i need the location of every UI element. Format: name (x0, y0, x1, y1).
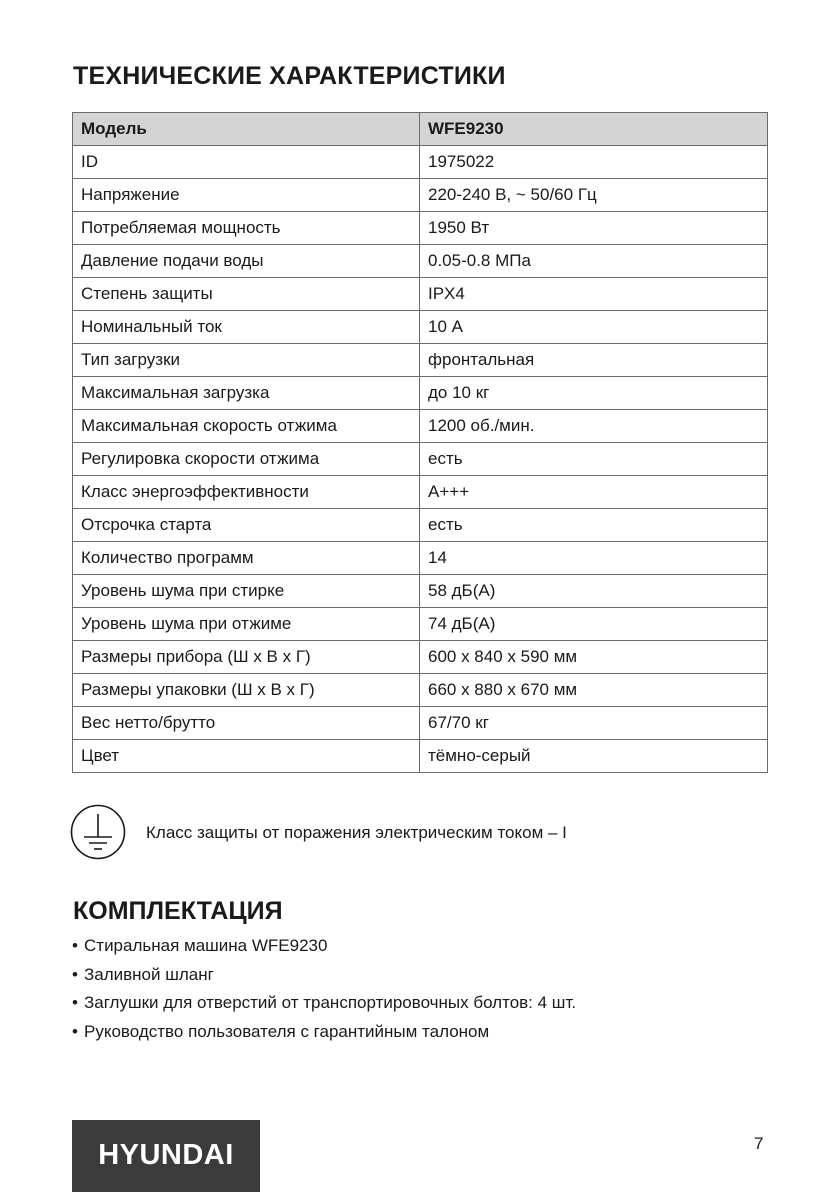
value-cell: до 10 кг (420, 377, 768, 410)
table-row (73, 575, 768, 608)
list-item (72, 932, 576, 961)
param-cell: Размеры упаковки (Ш х В х Г) (73, 674, 420, 707)
table-row (73, 179, 768, 212)
table-row (73, 542, 768, 575)
header-value-cell: WFE9230 (420, 113, 768, 146)
table-row (73, 608, 768, 641)
value-cell: есть (420, 443, 768, 476)
bullet: • (72, 964, 78, 984)
value-cell: 58 дБ(А) (420, 575, 768, 608)
param-cell: Регулировка скорости отжима (73, 443, 420, 476)
table-row (73, 377, 768, 410)
page-title: ТЕХНИЧЕСКИЕ ХАРАКТЕРИСТИКИ (73, 62, 506, 90)
param-cell: Максимальная скорость отжима (73, 410, 420, 443)
value-cell: 0.05-0.8 МПа (420, 245, 768, 278)
param-cell: ID (73, 146, 420, 179)
table-row (73, 146, 768, 179)
table-row (73, 443, 768, 476)
list-item-text: Заливной шланг (84, 964, 214, 984)
param-cell: Уровень шума при стирке (73, 575, 420, 608)
param-cell: Класс энергоэффективности (73, 476, 420, 509)
value-cell: 1200 об./мин. (420, 410, 768, 443)
spec-table (72, 112, 768, 773)
value-cell: есть (420, 509, 768, 542)
table-row (73, 278, 768, 311)
safety-class-note (70, 804, 770, 860)
param-cell: Номинальный ток (73, 311, 420, 344)
table-row (73, 740, 768, 773)
value-cell: 220-240 В, ~ 50/60 Гц (420, 179, 768, 212)
value-cell: 67/70 кг (420, 707, 768, 740)
table-row (73, 311, 768, 344)
param-cell: Отсрочка старта (73, 509, 420, 542)
contents-list (72, 932, 576, 1046)
value-cell: 10 А (420, 311, 768, 344)
value-cell: 74 дБ(А) (420, 608, 768, 641)
value-cell: IPX4 (420, 278, 768, 311)
list-item (72, 989, 576, 1018)
value-cell: фронтальная (420, 344, 768, 377)
param-cell: Цвет (73, 740, 420, 773)
list-item-text: Заглушки для отверстий от транспортировочных болтов: 4 шт. (84, 993, 577, 1012)
value-cell: 600 х 840 х 590 мм (420, 641, 768, 674)
param-cell: Потребляемая мощность (73, 212, 420, 245)
param-cell: Размеры прибора (Ш х В х Г) (73, 641, 420, 674)
list-item-text: Руководство пользователя с гарантийным талоном (84, 1021, 490, 1041)
list-item (72, 1018, 576, 1047)
value-cell: 14 (420, 542, 768, 575)
param-cell: Степень защиты (73, 278, 420, 311)
table-row (73, 410, 768, 443)
value-cell: 660 х 880 х 670 мм (420, 674, 768, 707)
hyundai-logo (72, 1120, 260, 1192)
table-row (73, 245, 768, 278)
param-cell: Тип загрузки (73, 344, 420, 377)
param-cell: Вес нетто/брутто (73, 707, 420, 740)
param-cell: Давление подачи воды (73, 245, 420, 278)
value-cell: тёмно-серый (420, 740, 768, 773)
table-row (73, 344, 768, 377)
safety-class-text: Класс защиты от поражения электрическим током – I (146, 823, 567, 842)
table-header-row (73, 113, 768, 146)
param-cell: Максимальная загрузка (73, 377, 420, 410)
table-row (73, 707, 768, 740)
param-cell: Напряжение (73, 179, 420, 212)
ground-icon (70, 804, 126, 860)
contents-title: КОМПЛЕКТАЦИЯ (73, 897, 283, 925)
table-row (73, 674, 768, 707)
value-cell: 1950 Вт (420, 212, 768, 245)
param-cell: Количество программ (73, 542, 420, 575)
header-param-cell: Модель (73, 113, 420, 146)
bullet: • (72, 1021, 78, 1041)
param-cell: Уровень шума при отжиме (73, 608, 420, 641)
bullet: • (72, 936, 78, 955)
logo-text: HYUNDAI (98, 1139, 234, 1171)
value-cell: А+++ (420, 476, 768, 509)
page-number: 7 (754, 1134, 764, 1153)
list-item (72, 961, 576, 990)
value-cell: 1975022 (420, 146, 768, 179)
table-row (73, 641, 768, 674)
bullet: • (72, 993, 78, 1012)
table-row (73, 212, 768, 245)
table-row (73, 509, 768, 542)
list-item-text: Стиральная машина WFE9230 (84, 936, 328, 955)
table-row (73, 476, 768, 509)
